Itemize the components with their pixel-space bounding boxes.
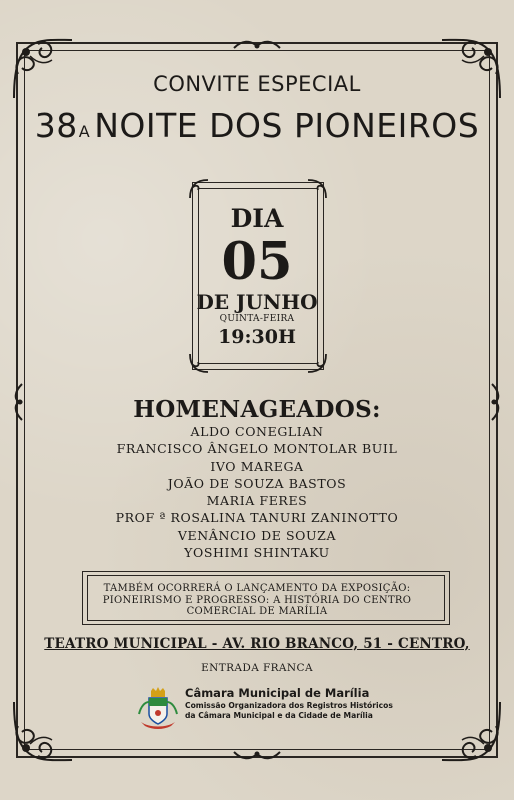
list-item: YOSHIMI SHINTAKU	[184, 545, 330, 561]
list-item: MARIA FERES	[206, 493, 308, 509]
exhibition-line: TAMBÉM OCORRERÁ O LANÇAMENTO DA EXPOSIÇÃO:	[103, 583, 411, 594]
event-time: 19:30H	[218, 326, 296, 348]
list-item: ALDO CONEGLIAN	[190, 424, 324, 439]
invite-subtitle: CONVITE ESPECIAL	[153, 72, 361, 96]
title-text: NOITE DOS PIONEIROS	[94, 106, 480, 145]
bottom-flourish-icon	[232, 746, 282, 762]
date-corner-icon	[304, 350, 330, 376]
organizer-text	[185, 686, 393, 721]
exhibition-line: PIONEIRISMO E PROGRESSO: A HISTÓRIA DO CENTRO	[102, 594, 412, 606]
honored-list	[0, 423, 514, 561]
date-corner-icon	[186, 176, 212, 202]
date-corner-icon	[304, 176, 330, 202]
corner-ornament-icon	[436, 696, 506, 766]
honored-heading: HOMENAGEADOS:	[133, 396, 381, 423]
organizer-name: Câmara Municipal de Marília	[185, 686, 370, 700]
top-flourish-icon	[232, 38, 282, 54]
list-item: VENÂNCIO DE SOUZA	[177, 527, 337, 543]
date-corner-icon	[186, 350, 212, 376]
event-title	[0, 106, 514, 145]
weekday-label: QUINTA-FEIRA	[219, 314, 295, 324]
corner-ornament-icon	[8, 696, 78, 766]
entry-note: ENTRADA FRANCA	[201, 662, 313, 674]
list-item: JOÃO DE SOUZA BASTOS	[167, 475, 347, 491]
organizer-line: Comissão Organizadora dos Registros Históricos	[185, 701, 393, 710]
exhibition-notice	[0, 583, 514, 618]
month-label: DE JUNHO	[196, 290, 318, 314]
exhibition-line: COMERCIAL DE MARÍLIA	[186, 606, 328, 617]
organizer-block	[135, 686, 435, 730]
venue-address: TEATRO MUNICIPAL - AV. RIO BRANCO, 51 - CENTRO,	[44, 636, 470, 652]
title-superscript: A	[78, 122, 91, 141]
list-item: IVO MAREGA	[210, 458, 304, 474]
day-number: 05	[221, 232, 293, 292]
organizer-line: da Câmara Municipal e da Cidade de Marília	[185, 711, 373, 720]
list-item: PROF ª ROSALINA TANURI ZANINOTTO	[115, 510, 399, 526]
list-item: FRANCISCO ÂNGELO MONTOLAR BUIL	[116, 441, 398, 457]
title-number: 38	[34, 106, 78, 145]
day-label: DIA	[230, 204, 284, 233]
municipal-crest-icon	[135, 686, 181, 730]
